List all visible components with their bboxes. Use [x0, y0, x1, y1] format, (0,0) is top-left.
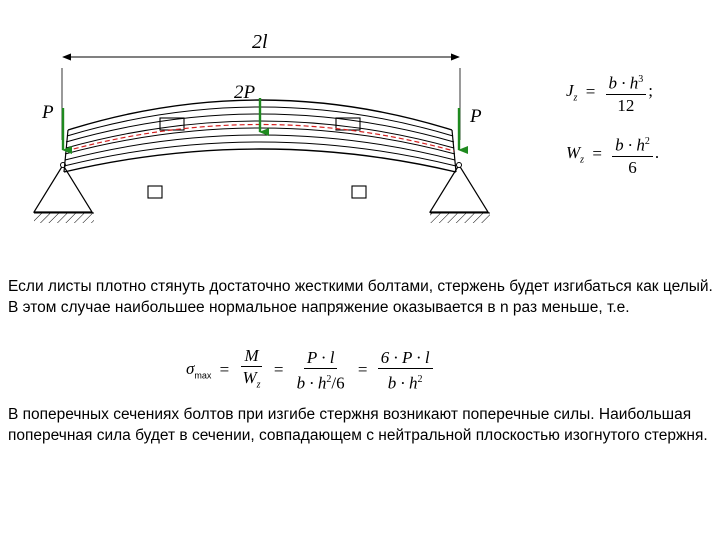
- bolt-nut-bottom-right: [352, 186, 366, 198]
- bolts: [148, 118, 366, 198]
- sigma-f1-denominator-sub: z: [256, 379, 261, 391]
- jz-numerator-exp: 3: [638, 74, 644, 85]
- load-center-label: 2P: [234, 82, 256, 103]
- wz-denominator: 6: [628, 157, 637, 177]
- jz-numerator: b · h: [608, 73, 639, 93]
- bolt-nut-bottom-left: [148, 186, 162, 198]
- span-label: 2l: [252, 31, 268, 53]
- jz-denominator: 12: [617, 95, 635, 115]
- sigma-f2-denominator-tail: /6: [331, 373, 345, 393]
- formula-section-modulus: $W_z$ = $\frac{b \cdot h^2}{6}$ .: [566, 132, 659, 177]
- sigma-f2-denominator: b · h: [296, 373, 327, 393]
- sigma-f3-denominator: b · h: [387, 373, 418, 393]
- jz-subscript: z: [573, 92, 578, 104]
- sigma-f1-denominator: W: [242, 368, 257, 387]
- sigma-f3-denominator-exp: 2: [417, 373, 423, 385]
- formula-max-stress: $\sigma_{max}$ = $\frac{M}{W_z}$ = $\frac{P \cdot l}{b \cdot h^2/6}$ = $\frac{6 \cdot P \cdot l}{b \cdot h^2}$: [186, 346, 435, 394]
- formula-moment-of-inertia: $J_z$ = $\frac{b \cdot h^3}{12}$ ;: [566, 70, 653, 115]
- sigma-f2-denominator-exp: 2: [326, 373, 332, 385]
- load-left: [41, 102, 63, 150]
- wz-numerator-exp: 2: [644, 136, 650, 147]
- paragraph-bolts-tightened: Если листы плотно стянуть достаточно жесткими болтами, стержень будет изгибаться как целый. В этом случае наибольшее нормальное напряжение оказывается в n раз меньше, т.е.: [8, 278, 713, 316]
- jz-symbol: J: [566, 81, 574, 101]
- wz-symbol: W: [566, 143, 581, 163]
- sigma-f2-numerator: P · l: [304, 348, 338, 369]
- sigma-subscript: max: [194, 370, 212, 381]
- sigma-symbol: σ: [186, 359, 195, 379]
- load-right-label: P: [470, 106, 482, 127]
- wz-numerator: b · h: [615, 135, 645, 155]
- jz-tail: ;: [648, 81, 654, 101]
- load-right: [459, 106, 482, 150]
- wz-tail: .: [654, 143, 660, 163]
- wz-subscript: z: [580, 154, 585, 166]
- sigma-f1-numerator: M: [241, 346, 261, 367]
- paragraph-shear-forces: В поперечных сечениях болтов при изгибе стержня возникают поперечные силы. Наибольшая поперечная сила будет в сечении, совпадающем с нейтральной плоскостью изогнутого стержня.: [8, 406, 708, 444]
- right-support: [430, 163, 490, 224]
- load-left-label: P: [42, 102, 54, 123]
- sigma-f3-numerator: 6 · P · l: [378, 348, 433, 369]
